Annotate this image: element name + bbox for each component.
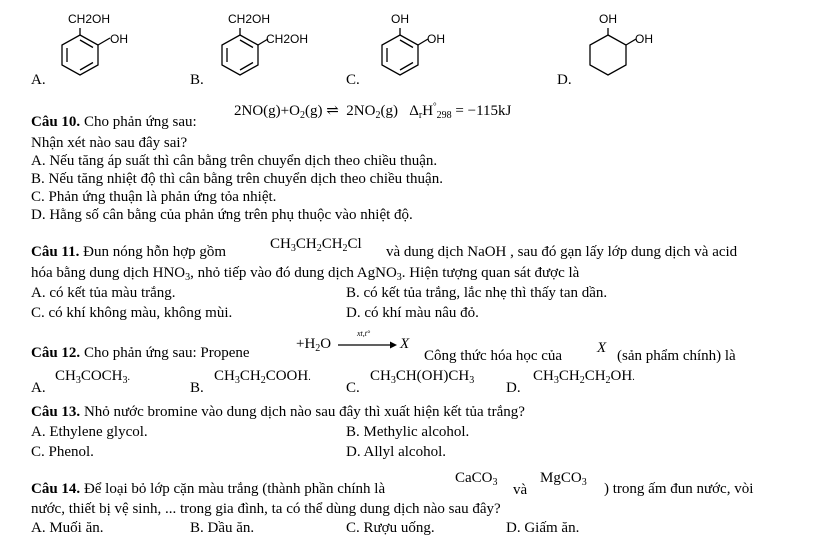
question-12-reagent: $+H_2O$ [296,336,332,354]
option-a-label[interactable]: A. [31,72,46,88]
reaction-o2-state: (g) [304,103,323,119]
question-10-option-c[interactable]: C. Phản ứng thuận là phản ứng tỏa nhiệt. [31,189,277,205]
molecule-d-cyclohexane-ring [590,28,636,75]
reaction-product: 2NO [346,103,376,119]
question-11-option-d[interactable]: D. có khí màu nâu đỏ. [346,305,479,321]
enthalpy-delta: Δ [409,103,419,119]
reaction-product-x: X [400,336,410,352]
molecule-a-group2: OH [110,32,128,46]
question-10-prompt: Nhận xét nào sau đây sai? [31,135,188,151]
question-13-option-b[interactable]: B. Methylic alcohol. [346,424,470,440]
molecule-a-group1: CH2OH [68,12,111,26]
question-12-option-d-label[interactable]: D. [506,380,521,396]
enthalpy-temperature: 298 [436,110,452,121]
enthalpy-h: H [422,103,434,119]
molecule-d-group2: OH [635,32,653,46]
question-12-stem [31,345,250,362]
enthalpy-standard: ° [433,101,437,111]
question-11-line2-a: hóa bằng dung dịch HNO [31,265,186,281]
structure-figures [0,0,833,95]
molecule-b-group1: CH2OH [228,12,271,26]
question-11-option-b[interactable]: B. có kết tủa trắng, lắc nhẹ thì thấy tan dần. [346,285,608,301]
question-12-option-c-formula[interactable]: $CH_3CH(OH)CH_3$ [370,368,475,386]
molecule-d-group1: OH [599,12,617,26]
question-11-option-c[interactable]: C. có khí không màu, không mùi. [31,305,233,321]
option-d-label[interactable]: D. [557,72,572,88]
question-10-option-d[interactable]: D. Hằng số cân bằng của phản ứng trên phụ thuộc vào nhiệt độ. [31,207,413,223]
molecule-b-group2: CH2OH [266,32,309,46]
question-14-formula-caco3: CaCO$_3$ [455,470,498,488]
question-13-text: Nhỏ nước bromine vào dung dịch nào sau đây thì xuất hiện kết tủa trắng? [83,404,525,420]
question-13-option-a[interactable]: A. Ethylene glycol. [31,424,148,440]
question-10-option-b[interactable]: B. Nếu tăng nhiệt độ thì cân bằng trên chuyển dịch theo chiều thuận. [31,171,443,187]
question-13-option-d[interactable]: D. Allyl alcohol. [346,444,446,460]
question-11-line1 [31,244,226,261]
option-c-label[interactable]: C. [346,72,360,88]
question-14-text-a: Để loại bỏ lớp cặn màu trắng (thành phần chính là [83,481,386,497]
question-14-and: và [513,482,528,498]
question-13-stem [31,404,525,421]
question-14-line1 [31,481,385,498]
question-11-number: Câu 11. [31,244,80,260]
question-10-stem [31,114,197,131]
molecule-c-group2: OH [427,32,445,46]
question-14-option-b[interactable]: B. Dầu ăn. [190,520,255,536]
molecule-c-group1: OH [391,12,409,26]
enthalpy-value: = −115kJ [455,103,512,119]
question-12-option-c-label[interactable]: C. [346,380,360,396]
question-14-option-a[interactable]: A. Muối ăn. [31,520,104,536]
question-11-text-a: Đun nóng hỗn hợp gồm [83,244,227,260]
question-12-x: X [597,340,607,356]
question-10-option-a[interactable]: A. Nếu tăng áp suất thì cân bằng trên chuyển dịch theo chiều thuận. [31,153,438,169]
question-14-number: Câu 14. [31,481,81,497]
question-12-number: Câu 12. [31,345,81,361]
question-11-option-a[interactable]: A. có kết tủa màu trắng. [31,285,176,301]
question-11-formula: $CH_3CH_2CH_2Cl$ [270,236,362,254]
question-11-text-b: và dung dịch NaOH , sau đó gạn lấy lớp dung dịch và acid [386,244,738,260]
reaction-product-state: (g) [380,103,398,119]
question-12-option-d-formula[interactable]: $CH_3CH_2CH_2OH$. [533,368,635,386]
molecule-b-benzene-ring [222,28,268,75]
question-14-option-c[interactable]: C. Rượu uống. [346,520,435,536]
question-14-text-b: ) trong ấm đun nước, vòi [604,481,754,497]
question-13-option-c[interactable]: C. Phenol. [31,444,94,460]
reaction-catalyst: xt,t° [357,329,371,338]
enthalpy-sub-r: r [418,110,423,121]
molecule-a-benzene-ring [62,28,110,75]
question-12-text: Cho phản ứng sau: Propene [83,345,250,361]
question-11-line2: hóa bằng dung dịch $HNO_3$, nhỏ tiếp vào đó dung dịch AgNO$_3$. Hiện tượng quan sát được là [31,265,580,283]
question-10-number: Câu 10. [31,114,81,130]
question-14-line2: nước, thiết bị vệ sinh, ... trong gia đình, ta có thể dùng dung dịch nào sau đây? [31,501,501,517]
question-12-option-a-label[interactable]: A. [31,380,46,396]
equilibrium-arrow-icon: ⇌ [326,103,339,119]
question-12-text2: Công thức hóa học của [424,348,563,364]
question-13-number: Câu 13. [31,404,81,420]
question-12-option-a-formula[interactable]: $CH_3COCH_3$. [55,368,131,386]
option-b-label[interactable]: B. [190,72,204,88]
question-14-option-d[interactable]: D. Giấm ăn. [506,520,580,536]
question-12-option-b-label[interactable]: B. [190,380,204,396]
question-10-reaction: $2NO(g)+O_2(g)$ ⇌ $2NO_2(g)$ $\Delta_rH^\circ_{298} = -115kJ$ [234,101,512,121]
question-12-text3: (sản phẩm chính) là [617,348,736,364]
question-12-option-b-formula[interactable]: $CH_3CH_2COOH$. [214,368,311,386]
reaction-reactants: 2NO(g)+O [234,103,300,119]
question-11-line2-c: . Hiện tượng quan sát được là [401,265,580,281]
question-10-text: Cho phản ứng sau: [83,114,197,130]
question-14-formula-mgco3: MgCO$_3$ [540,470,587,488]
molecule-c-benzene-ring [382,28,428,75]
question-11-line2-b: , nhỏ tiếp vào đó dung dịch AgNO [190,265,397,281]
